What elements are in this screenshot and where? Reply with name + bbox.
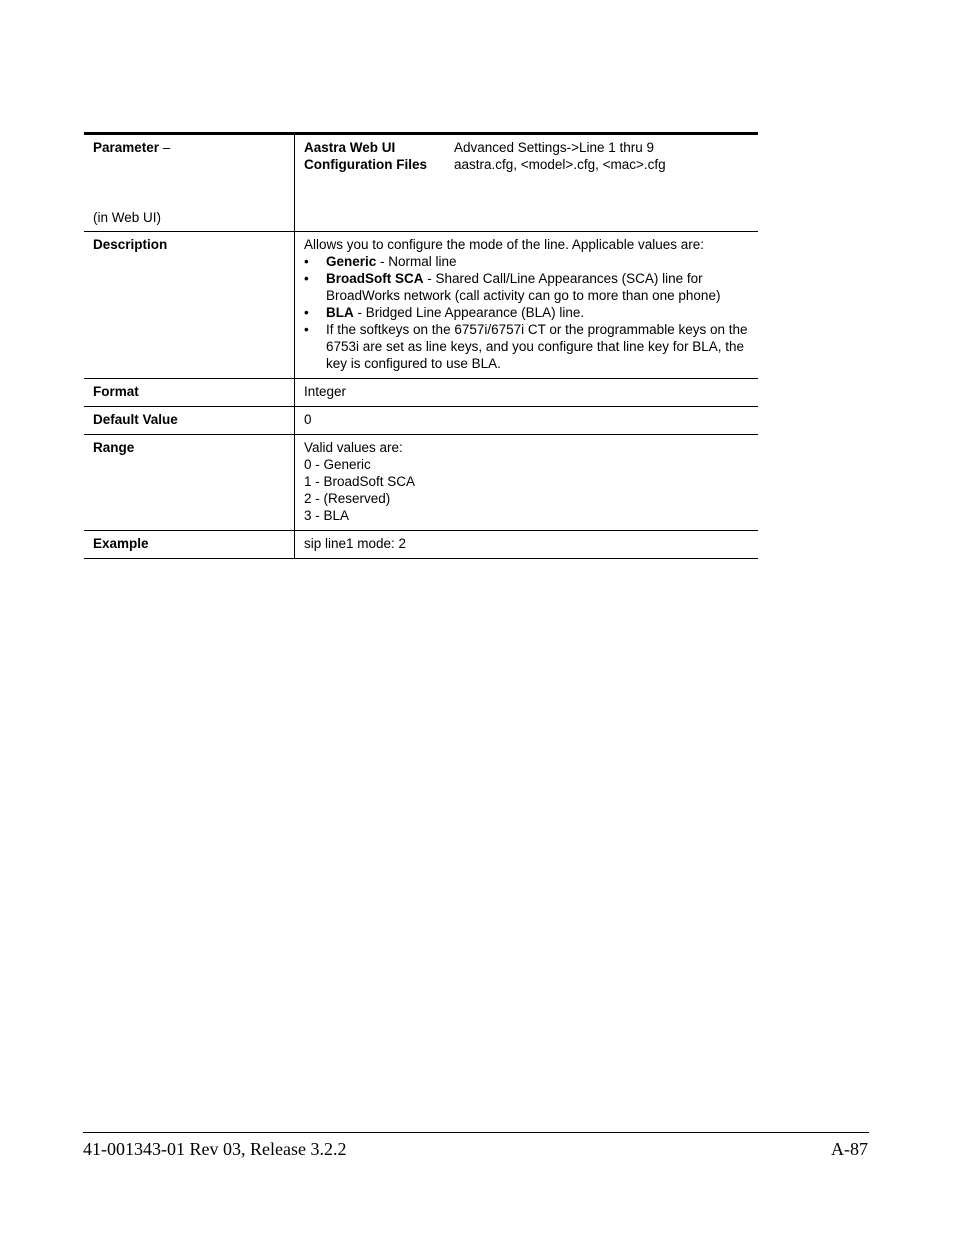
parameter-table [84, 132, 758, 559]
range-row [84, 435, 758, 531]
config-value: aastra.cfg, <model>.cfg, <mac>.cfg [454, 157, 666, 172]
example-value: sip line1 mode: 2 [295, 531, 759, 559]
range-value-cell [295, 435, 759, 531]
bullet-icon: • [304, 254, 309, 269]
default-value-label: Default Value [84, 407, 295, 435]
range-line: 2 - (Reserved) [304, 491, 391, 506]
parameter-dash: – [159, 140, 171, 155]
format-row [84, 379, 758, 407]
config-value: Advanced Settings->Line 1 thru 9 [454, 140, 655, 155]
bullet-icon: • [304, 322, 309, 337]
bullet-icon: • [304, 271, 309, 286]
list-item [304, 321, 750, 372]
footer-page-number: A-87 [831, 1139, 868, 1159]
parameter-row [84, 134, 758, 232]
footer-divider [83, 1132, 869, 1133]
description-row [84, 232, 758, 379]
config-row-config-files [304, 156, 750, 173]
parameter-subnote: (in Web UI) [93, 210, 162, 225]
description-value-cell [295, 232, 759, 379]
default-value-value: 0 [295, 407, 759, 435]
parameter-value-cell [295, 134, 759, 232]
bullet-term: Generic [326, 254, 377, 269]
bullet-term: BroadSoft SCA [326, 271, 424, 286]
bullet-text: If the softkeys on the 6757i/6757i CT or the programmable keys on the 6753i are set as line keys, and you configure that line key for BLA, the key is configured to use BLA. [326, 322, 748, 371]
bullet-term: BLA [326, 305, 354, 320]
config-key: Configuration Files [304, 157, 427, 172]
list-item [304, 304, 750, 321]
list-item [304, 270, 750, 304]
config-key: Aastra Web UI [304, 140, 396, 155]
example-row [84, 531, 758, 559]
footer-doc-id: 41-001343-01 Rev 03, Release 3.2.2 [83, 1139, 347, 1159]
description-label: Description [84, 232, 295, 379]
range-line: 0 - Generic [304, 457, 371, 472]
description-bullet-list [304, 253, 750, 372]
list-item [304, 253, 750, 270]
range-label: Range [84, 435, 295, 531]
config-row-web-ui [304, 139, 750, 156]
format-value: Integer [295, 379, 759, 407]
bullet-text: - Shared Call/Line Appearances (SCA) line for BroadWorks network (call activity can go to more than one phone) [326, 271, 721, 303]
default-value-row [84, 407, 758, 435]
bullet-icon: • [304, 305, 309, 320]
description-intro: Allows you to configure the mode of the line. Applicable values are: [304, 237, 704, 252]
example-label: Example [84, 531, 295, 559]
range-line: 1 - BroadSoft SCA [304, 474, 416, 489]
bullet-text: - Bridged Line Appearance (BLA) line. [353, 305, 585, 320]
parameter-label: Parameter [93, 140, 160, 155]
parameter-label-cell [84, 134, 295, 232]
bullet-text: - Normal line [376, 254, 457, 269]
format-label: Format [84, 379, 295, 407]
range-line: Valid values are: [304, 440, 403, 455]
range-line: 3 - BLA [304, 508, 350, 523]
